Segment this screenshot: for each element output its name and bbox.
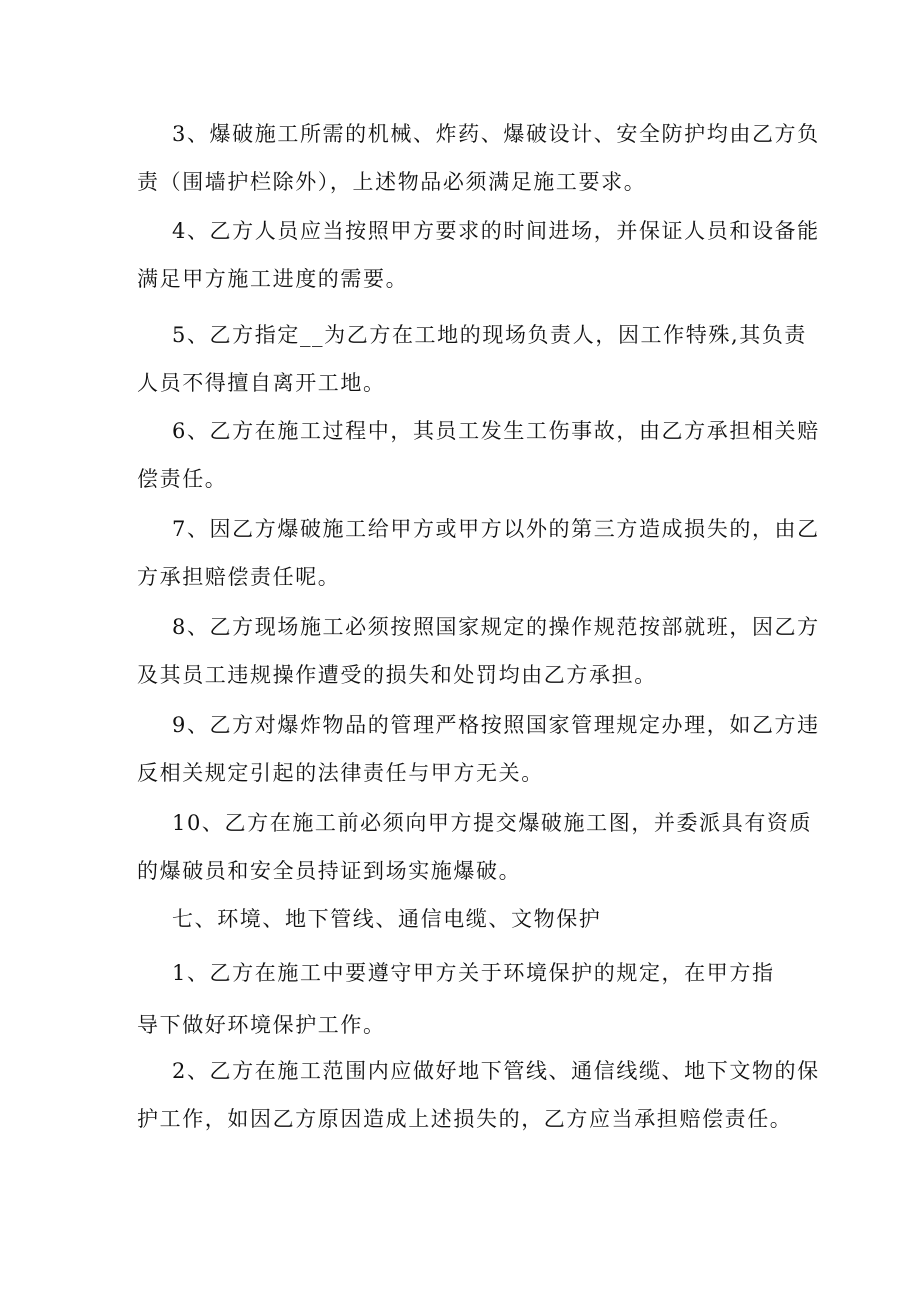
paragraph-8-line-1: 8、乙方现场施工必须按照国家规定的操作规范按部就班，因乙方 [172,615,820,639]
paragraph-7-line-2: 方承担赔偿责任呢。 [137,565,341,589]
paragraph-5-line-1: 5、乙方指定__为乙方在工地的现场负责人，因工作特殊,其负责 [172,323,808,347]
paragraph-7-line-1: 7、因乙方爆破施工给甲方或甲方以外的第三方造成损失的，由乙 [172,517,820,541]
section-7-heading: 七、环境、地下管线、通信电缆、文物保护 [172,907,602,931]
paragraph-9-line-1: 9、乙方对爆炸物品的管理严格按照国家管理规定办理，如乙方违 [172,713,820,737]
paragraph-8-line-2: 及其员工违规操作遭受的损失和处罚均由乙方承担。 [137,663,657,687]
paragraph-4-line-1: 4、乙方人员应当按照甲方要求的时间进场，并保证人员和设备能 [172,219,820,243]
paragraph-9-line-2: 反相关规定引起的法律责任与甲方无关。 [137,761,544,785]
section-7-item-2-line-2: 护工作，如因乙方原因造成上述损失的，乙方应当承担赔偿责任。 [137,1107,793,1131]
paragraph-10-line-1: 10、乙方在施工前必须向甲方提交爆破施工图，并委派具有资质 [172,811,813,835]
paragraph-10-line-2: 的爆破员和安全员持证到场实施爆破。 [137,859,522,883]
paragraph-6-line-2: 偿责任。 [137,467,228,491]
section-7-item-1-line-1: 1、乙方在施工中要遵守甲方关于环境保护的规定，在甲方指 [172,961,775,985]
paragraph-4-line-2: 满足甲方施工进度的需要。 [137,267,409,291]
paragraph-5-line-2: 人员不得擅自离开工地。 [137,371,386,395]
section-7-item-1-line-2: 导下做好环境保护工作。 [137,1013,386,1037]
paragraph-3-line-1: 3、爆破施工所需的机械、炸药、爆破设计、安全防护均由乙方负 [172,122,820,146]
paragraph-6-line-1: 6、乙方在施工过程中，其员工发生工伤事故，由乙方承担相关赔 [172,419,820,443]
paragraph-3-line-2: 责（围墙护栏除外），上述物品必须满足施工要求。 [137,170,647,194]
section-7-item-2-line-1: 2、乙方在施工范围内应做好地下管线、通信线缆、地下文物的保 [172,1059,820,1083]
